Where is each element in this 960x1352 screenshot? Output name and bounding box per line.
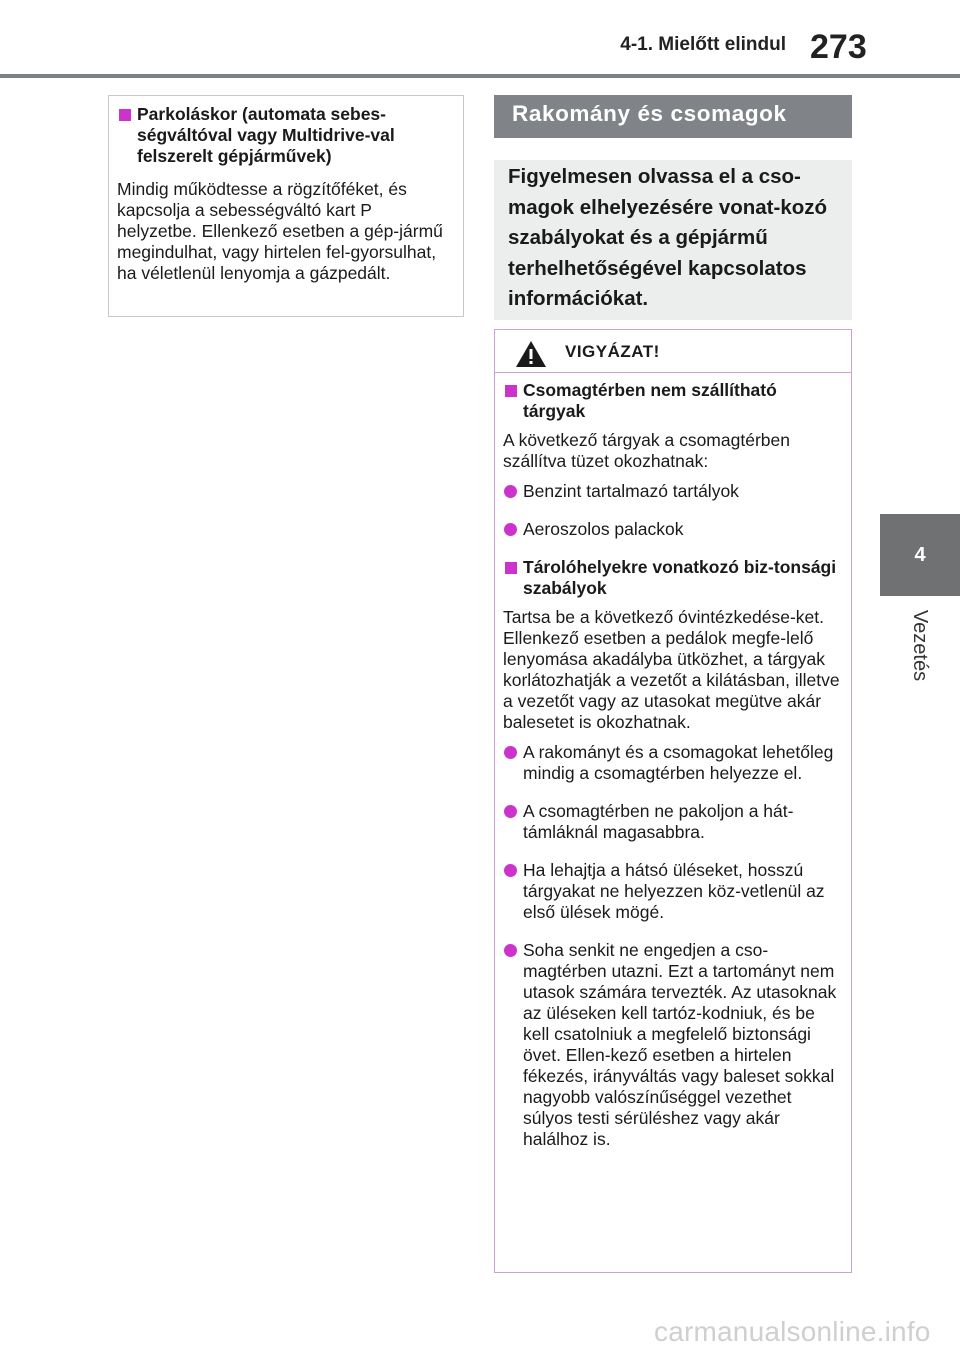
section-heading-bar	[494, 95, 852, 138]
chapter-label-text: Vezetés	[909, 609, 932, 681]
list-item-text: A rakományt és a csomagokat lehetőleg mindig a csomagtérben helyezze el.	[523, 742, 834, 783]
list-item	[503, 481, 841, 502]
storage-safety-heading-text: Tárolóhelyekre vonatkozó biz-tonsági szabályok	[523, 557, 837, 598]
round-bullet-icon	[504, 746, 517, 759]
page-number: 273	[810, 28, 867, 66]
parking-info-box	[108, 95, 464, 317]
list-item	[503, 801, 841, 843]
cargo-restrictions-heading-text: Csomagtérben nem szállítható tárgyak	[523, 380, 777, 421]
list-item-text: Benzint tartalmazó tartályok	[523, 481, 739, 501]
section-heading-text: Rakomány és csomagok	[512, 101, 787, 126]
list-item-text: A csomagtérben ne pakoljon a hát-támláknál magasabbra.	[523, 801, 794, 842]
list-item	[503, 742, 841, 784]
square-bullet-icon	[505, 562, 517, 574]
storage-safety-heading	[503, 557, 841, 599]
cargo-restrictions-heading	[503, 380, 841, 422]
round-bullet-icon	[504, 523, 517, 536]
list-item-text: Aeroszolos palackok	[523, 519, 684, 539]
warning-box	[494, 329, 852, 1273]
section-title-header: 4-1. Mielőtt elindul	[620, 34, 786, 55]
square-bullet-icon	[505, 385, 517, 397]
intro-box	[494, 160, 852, 320]
parking-heading	[117, 104, 453, 167]
cargo-restrictions-body: A következő tárgyak a csomagtérben szállítva tüzet okozhatnak:	[503, 430, 790, 471]
warning-label: VIGYÁZAT!	[565, 342, 660, 361]
warning-header	[495, 330, 851, 373]
round-bullet-icon	[504, 485, 517, 498]
chapter-number: 4	[914, 543, 926, 566]
warning-body	[495, 373, 851, 1150]
round-bullet-icon	[504, 864, 517, 877]
list-item	[503, 860, 841, 923]
chapter-label	[880, 600, 960, 690]
header-divider	[0, 74, 960, 78]
footer-watermark[interactable]: carmanualsonline.info	[654, 1316, 931, 1347]
round-bullet-icon	[504, 805, 517, 818]
square-bullet-icon	[119, 109, 131, 121]
parking-heading-text: Parkoláskor (automata sebes-ségváltóval vagy Multidrive-val felszerelt gépjárművek)	[137, 104, 395, 166]
intro-text: Figyelmesen olvassa el a cso-magok elhelyezésére vonat-kozó szabályokat és a gépjármű terhelhetőségével kapcsolatos információkat.	[508, 165, 828, 310]
round-bullet-icon	[504, 944, 517, 957]
warning-triangle-icon	[515, 340, 547, 368]
list-item	[503, 519, 841, 540]
parking-body: Mindig működtesse a rögzítőféket, és kapcsolja a sebességváltó kart P helyzetbe. Ellenkező esetben a gép-jármű megindulhat, vagy hirtelen fel-gyorsulhat, ha véletlenül lenyomja a gázpedált.	[117, 179, 443, 283]
list-item-text: Soha senkit ne engedjen a cso-magtérben utazni. Ezt a tartományt nem utasok számára tervezték. Az utasoknak az üléseken kell tartóz-kodniuk, és be kell csatolniuk a megfelelő biztonsági övet. Ellen-kező esetben a hirtelen fékezés, irányváltás vagy baleset sokkal nagyobb valószínűséggel vezethet súlyos testi sérüléshez vagy akár halálhoz is.	[523, 940, 837, 1149]
storage-safety-body: Tartsa be a következő óvintézkedése-ket. Ellenkező esetben a pedálok megfe-lelő lenyomása akadályba ütközhet, a tárgyak korlátozhatják a vezetőt a kilátásban, illetve a vezetőt vagy az utasokat megütve akár balesetet is okozhatnak.	[503, 607, 840, 732]
list-item	[503, 940, 841, 1150]
chapter-tab[interactable]	[880, 514, 960, 596]
list-item-text: Ha lehajtja a hátsó üléseket, hosszú tárgyakat ne helyezzen köz-vetlenül az első ülések mögé.	[523, 860, 825, 922]
